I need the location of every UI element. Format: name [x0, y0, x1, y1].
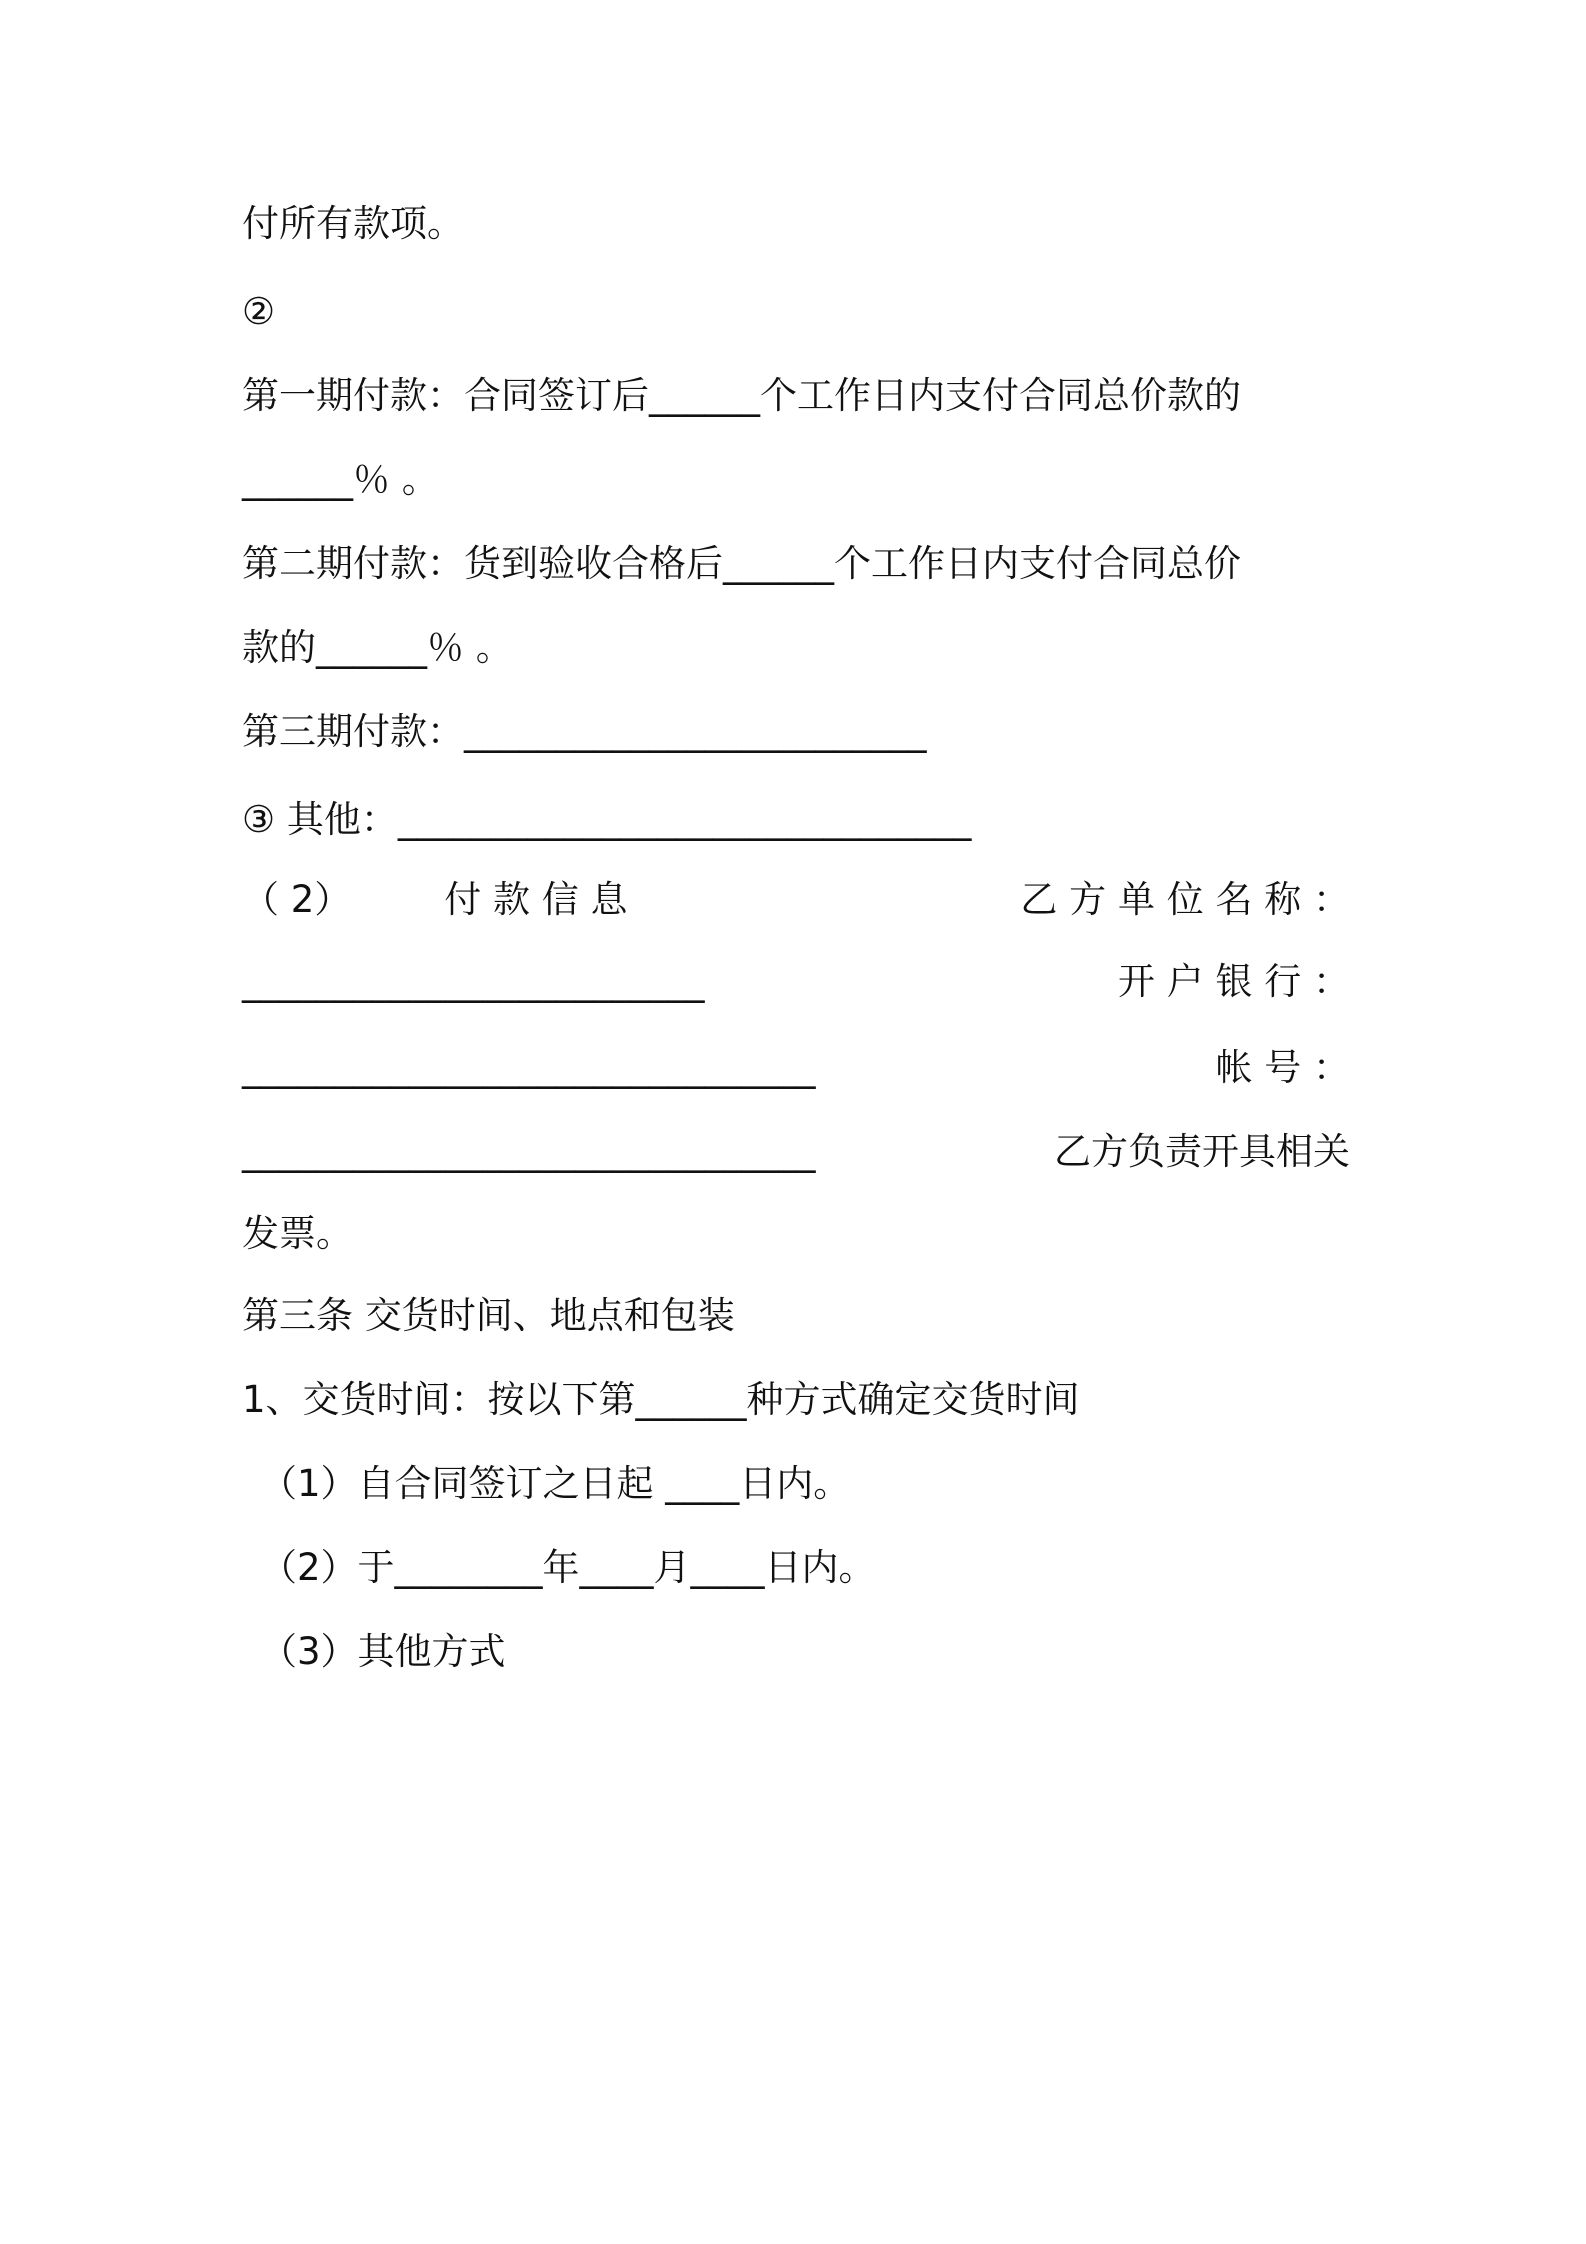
payment-info-row-1	[242, 872, 1350, 928]
delivery-option-1: （1）自合同签订之日起 ____日内。	[260, 1462, 851, 1505]
delivery-option-3: （3）其他方式	[260, 1630, 506, 1673]
text-line-pay-all: 付所有款项。	[242, 202, 464, 245]
delivery-option-2: （2）于________年____月____日内。	[260, 1546, 876, 1589]
bank-label: 开 户 银 行 ：	[1117, 960, 1350, 1003]
party-b-name-blank: _________________________	[242, 960, 705, 1003]
text-line-invoice-end: 发票。	[242, 1212, 353, 1255]
payment-info-title: 付 款 信 息	[444, 878, 628, 921]
text-line-other: ③ 其他：_______________________________	[242, 798, 972, 841]
text-line-second-payment-percent: 款的______％ 。	[242, 626, 513, 669]
invoice-text: 乙方负责开具相关	[1054, 1130, 1350, 1173]
text-line-first-payment: 第一期付款：合同签订后______个工作日内支付合同总价款的	[242, 374, 1241, 417]
text-line-third-payment: 第三期付款：_________________________	[242, 710, 927, 753]
text-line-delivery-time: 1、交货时间：按以下第______种方式确定交货时间	[242, 1378, 1080, 1421]
party-b-name-label: 乙 方 单 位 名 称 ：	[1020, 878, 1350, 921]
section-heading-article-3: 第三条 交货时间、地点和包装	[242, 1294, 735, 1337]
text-line-first-payment-percent: ______％ 。	[242, 458, 439, 501]
account-label: 帐 号 ：	[1215, 1046, 1350, 1089]
payment-info-number: （ 2）	[242, 878, 352, 921]
payment-info-row-4	[242, 1124, 1350, 1180]
payment-info-row-3	[242, 1040, 1350, 1096]
account-blank: _______________________________	[242, 1130, 816, 1173]
circled-number-2: ②	[242, 290, 276, 333]
text-line-second-payment: 第二期付款：货到验收合格后______个工作日内支付合同总价	[242, 542, 1241, 585]
bank-blank: _______________________________	[242, 1046, 816, 1089]
payment-info-row-2	[242, 954, 1350, 1010]
